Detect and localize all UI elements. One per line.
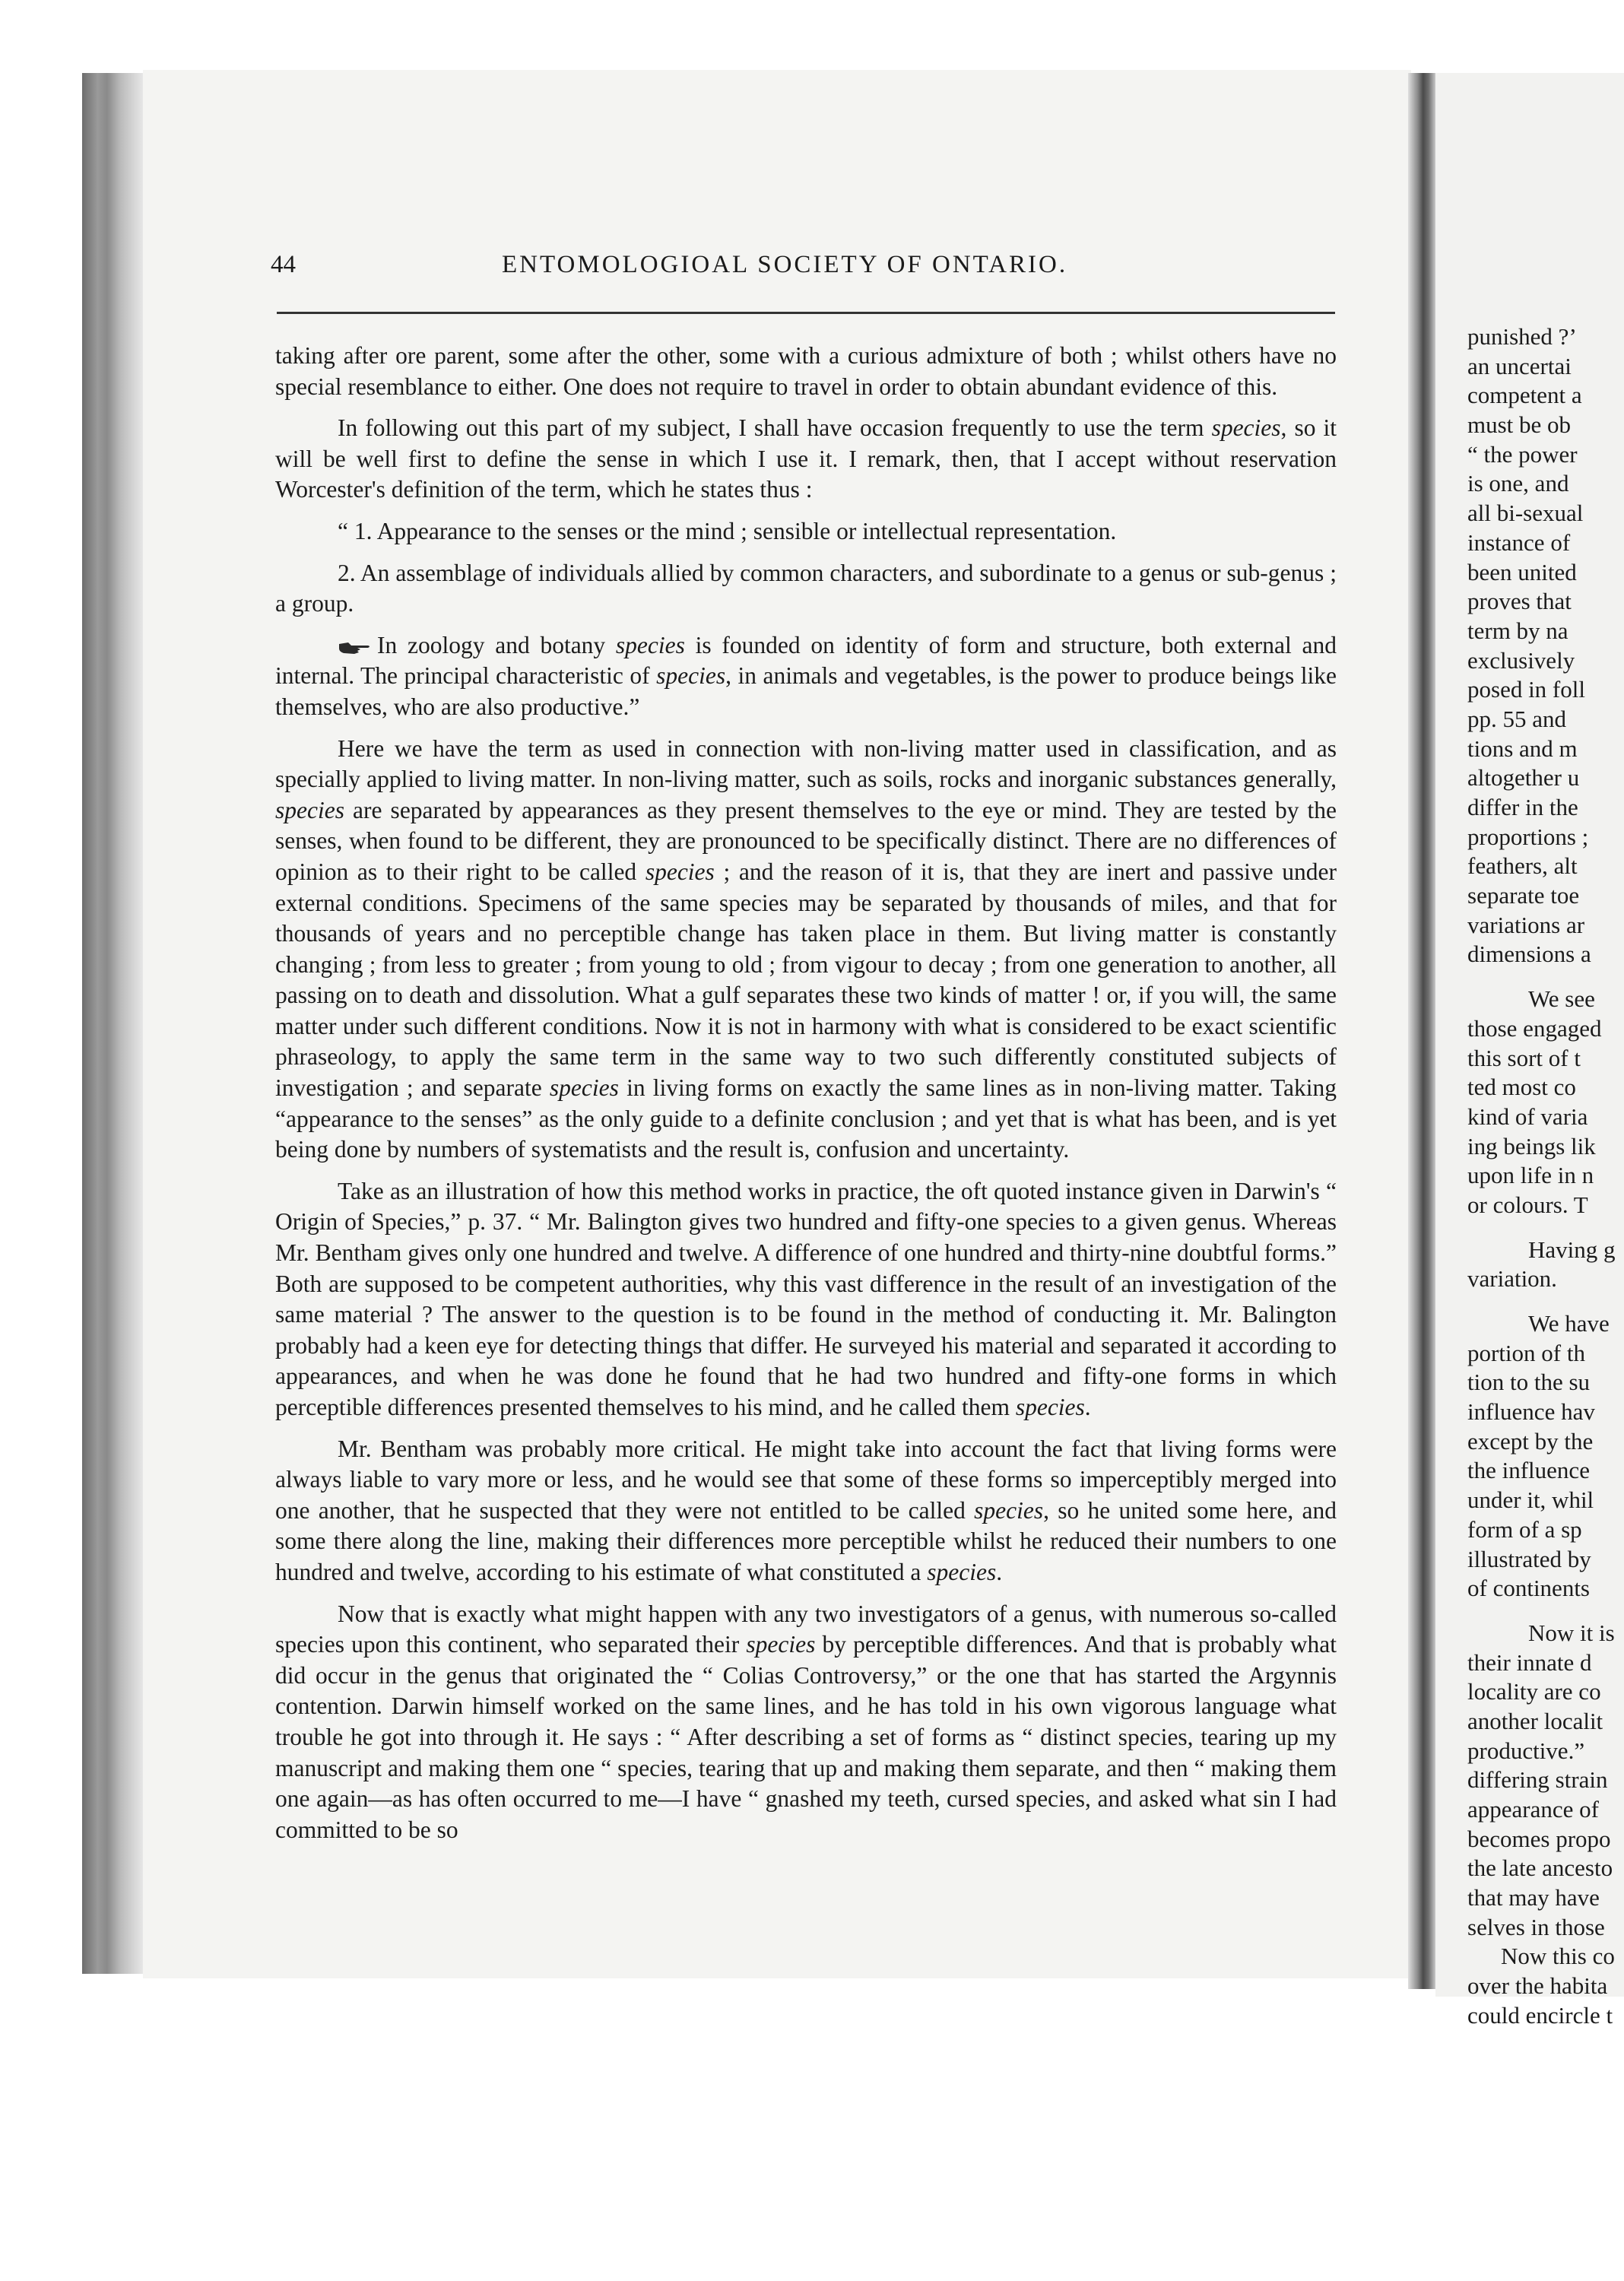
paragraph-bentham: Mr. Bentham was probably more critical. He might take into account the fact that living forms were always liable to vary more or less, and he would see that some of these forms so imperceptibly merged into one another, that he suspected that they were not entitled to be called species, so he united some here, and some there along the line, making their differences more perceptible whilst he reduced their numbers to one hundred and twelve, according to his estimate of what constituted a species. bbox=[275, 1435, 1337, 1585]
right-line: all bi-sexual bbox=[1467, 500, 1584, 527]
right-line: term by na bbox=[1467, 617, 1568, 644]
right-line: separate toe bbox=[1467, 882, 1580, 909]
paragraph-gap bbox=[1467, 969, 1624, 985]
paragraph-two-investigators: Now that is exactly what might happen with any two investigators of a genus, with numerous so-called species upon this continent, who separated their species by perceptible differences. And that is probably what did occur in the genus that originated the “ Colias Controversy,” or the one that has started the Argynnis contention. Darwin himself worked on the same lines, and he has told in his own vigorous language what trouble he got into through it. He says : “ After describing a set of forms as “ distinct species, tearing up my manuscript and making them one “ species, tearing that up and making them separate, and then “ making them one again—as has often occurred to me—I have “ gnashed my teeth, cursed species, and asked what sin I had committed to be so bbox=[275, 1600, 1337, 1843]
right-line: that may have bbox=[1467, 1884, 1600, 1911]
paragraph-living-matter: Here we have the term as used in connection with non-living matter used in classification, and as specially applied to living matter. In non-living matter, such as soils, rocks and inorganic substances generally, species are separated by appearances as they present themselves to the eye or mind. They are tested by the senses, when found to be different, they are pronounced to be specifically distinct. There are no differences of opinion as to their right to be called species ; and the reason of it is, that they are inert and passive under external conditions. Specimens of the same species may be separated by thousands of miles, and that for thousands of years and no perceptible change has taken place in them. But living matter is constantly changing ; from less to greater ; from young to old ; from vigour to decay ; from one generation to another, all passing on to death and dissolution. What a gulf separates these two kinds of matter ! or, if you will, the same matter under such different conditions. Now it is not in harmony with what is considered to be exact scientific phraseology, to apply the same term in the same way to two such differently constituted subjects of investigation ; and separate species in living forms on exactly the same lines as in non-living matter. Taking “appearance to the senses” as the only guide to a definite conclusion ; and yet that is what has been, and is yet being done by numbers of systematists and the result is, confusion and uncertainty. bbox=[275, 734, 1337, 1163]
paragraph-gap bbox=[1467, 1604, 1624, 1619]
right-line: appearance of bbox=[1467, 1796, 1599, 1823]
right-line: We have bbox=[1528, 1310, 1610, 1337]
right-line: feathers, alt bbox=[1467, 852, 1578, 880]
right-line: or colours. T bbox=[1467, 1191, 1588, 1218]
paragraph-gap bbox=[1467, 1220, 1624, 1236]
right-line: altogether u bbox=[1467, 764, 1580, 792]
paragraph-darwin-illustration: Take as an illustration of how this method works in practice, the oft quoted instance given in Darwin's “ Origin of Species,” p. 37. “ Mr. Balington gives two hundred and fifty-one species to a given genus. Whereas Mr. Bentham gives only one hundred and twelve. A difference of one hundred and thirty-nine doubtful forms.” Both are supposed to be competent authorities, why this vast difference in the result of an investigation of the same material ? The answer to the question is to be found in the method of conducting it. Mr. Balington probably had a keen eye for detecting things that differ. He surveyed his material and separated it according to appearances, and when he was done he found that he had two hundred and fifty-one forms in which perceptible differences presented themselves to his mind, and he called them species. bbox=[275, 1177, 1337, 1420]
right-line: posed in foll bbox=[1467, 676, 1585, 703]
running-head bbox=[271, 251, 1335, 284]
page-number: 44 bbox=[271, 251, 296, 278]
right-line: We see bbox=[1528, 985, 1595, 1013]
right-line: is one, and bbox=[1467, 470, 1569, 497]
right-line: must be ob bbox=[1467, 411, 1572, 439]
right-line: illustrated by bbox=[1467, 1545, 1591, 1572]
right-line: their innate d bbox=[1467, 1648, 1592, 1676]
right-line: differing strain bbox=[1467, 1766, 1608, 1794]
right-line: form of a sp bbox=[1467, 1515, 1582, 1543]
paragraph-gap bbox=[1467, 1294, 1624, 1309]
right-line: influence hav bbox=[1467, 1398, 1595, 1426]
right-line: the late ancesto bbox=[1467, 1854, 1613, 1882]
right-line: tion to the su bbox=[1467, 1369, 1591, 1396]
paragraph-continued: taking after ore parent, some after the other, some with a curious admixture of both ; whilst others have no special resemblance to either. One does not require to travel in order to obtain abundant evidence of this. bbox=[275, 342, 1337, 400]
paragraph-species-term: In following out this part of my subject, I shall have occasion frequently to use the term species, so it will be well first to define the sense in which I use it. I remark, then, that I accept without reservation Worcester's definition of the term, which he states thus : bbox=[275, 414, 1337, 503]
right-line: kind of varia bbox=[1467, 1102, 1588, 1130]
left-page-text bbox=[275, 341, 1337, 1856]
right-line: becomes propo bbox=[1467, 1825, 1611, 1852]
right-line: upon life in n bbox=[1467, 1162, 1594, 1189]
right-line: instance of bbox=[1467, 528, 1571, 556]
pointing-hand-icon bbox=[338, 639, 373, 656]
right-line: variation. bbox=[1467, 1265, 1557, 1293]
right-line: competent a bbox=[1467, 382, 1582, 409]
right-line: except by the bbox=[1467, 1427, 1594, 1455]
right-line: dimensions a bbox=[1467, 941, 1591, 968]
journal-title: ENTOMOLOGIOAL SOCIETY OF ONTARIO. bbox=[502, 251, 1068, 278]
right-line: portion of th bbox=[1467, 1339, 1585, 1366]
right-line: been united bbox=[1467, 558, 1577, 585]
right-line: locality are co bbox=[1467, 1678, 1601, 1705]
header-rule bbox=[277, 312, 1335, 314]
book-gutter bbox=[1408, 73, 1435, 1989]
right-line: could encircle t bbox=[1467, 2001, 1613, 2029]
right-line: punished ?’ bbox=[1467, 323, 1577, 350]
right-line: exclusively bbox=[1467, 646, 1575, 674]
right-line: an uncertai bbox=[1467, 352, 1572, 379]
right-line: proportions ; bbox=[1467, 823, 1589, 850]
definition-2: 2. An assemblage of individuals allied by common characters, and subordinate to a genus or sub-genus ; a group. bbox=[275, 559, 1337, 617]
right-line: of continents bbox=[1467, 1575, 1590, 1602]
definition-3: In zoology and botany species is founded on identity of form and structure, both external and internal. The principal characteristic of species, in animals and vegetables, is the power to produce beings like themselves, who are also productive.” bbox=[275, 631, 1337, 720]
right-line: another localit bbox=[1467, 1707, 1603, 1734]
book-edge bbox=[82, 73, 144, 1974]
right-line: tions and m bbox=[1467, 734, 1578, 762]
right-line: ted most co bbox=[1467, 1074, 1576, 1101]
right-line: those engaged bbox=[1467, 1014, 1602, 1042]
right-line: “ the power bbox=[1467, 440, 1578, 468]
right-line: variations ar bbox=[1467, 911, 1585, 938]
right-page-text bbox=[1467, 322, 1624, 2031]
right-line: selves in those bbox=[1467, 1913, 1605, 1940]
definition-1: “ 1. Appearance to the senses or the mind ; sensible or intellectual representation. bbox=[338, 517, 1117, 544]
right-line: Having g bbox=[1528, 1236, 1616, 1263]
right-line: over the habita bbox=[1467, 1972, 1608, 2000]
right-line: proves that bbox=[1467, 588, 1572, 615]
right-line: productive.” bbox=[1467, 1737, 1585, 1764]
right-line: pp. 55 and bbox=[1467, 705, 1567, 732]
right-line: the influence bbox=[1467, 1457, 1590, 1484]
right-line: Now it is bbox=[1528, 1619, 1615, 1646]
right-line: Now this co bbox=[1501, 1943, 1615, 1970]
right-line: differ in the bbox=[1467, 794, 1578, 820]
right-line: this sort of t bbox=[1467, 1044, 1581, 1071]
right-line: ing beings lik bbox=[1467, 1132, 1596, 1160]
right-line: under it, whil bbox=[1467, 1486, 1594, 1514]
